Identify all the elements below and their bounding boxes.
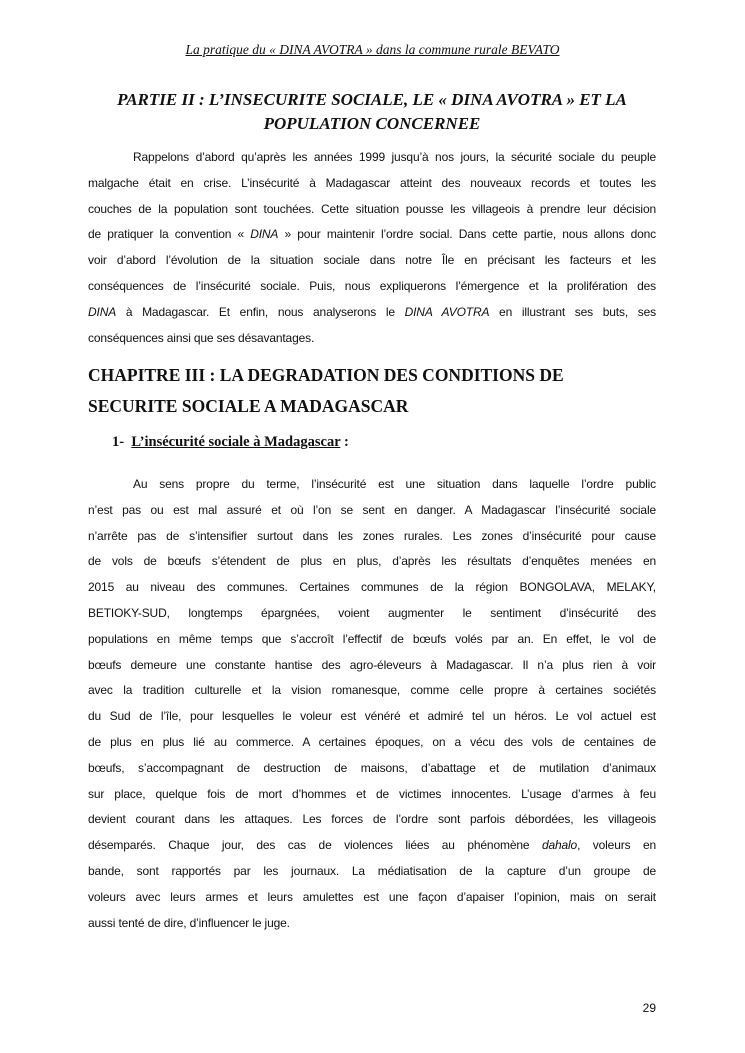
text-segment: sur place, quelque fois de mort d’hommes et de victimes innocentes. L’usage d’armes à feu bbox=[88, 786, 656, 801]
running-header: La pratique du « DINA AVOTRA » dans la commune rurale BEVATO bbox=[185, 42, 560, 57]
text-segment: » pour maintenir l’ordre social. Dans cette partie, nous allons donc bbox=[278, 227, 656, 242]
italic-text: DINA AVOTRA bbox=[404, 304, 490, 319]
section-heading bbox=[112, 434, 349, 451]
text-line bbox=[88, 807, 656, 833]
section-number: 1- bbox=[112, 434, 125, 450]
text-segment: aussi tenté de dire, d’influencer le juge. bbox=[88, 915, 290, 930]
text-segment: de plus en plus lié au commerce. A certaines époques, on a vécu des vols de centaines de bbox=[88, 734, 656, 749]
text-segment: 2015 au niveau des communes. Certaines communes de la région BONGOLAVA, MELAKY, bbox=[88, 580, 656, 595]
text-line bbox=[88, 730, 656, 756]
text-segment: en illustrant ses buts, ses bbox=[489, 304, 656, 319]
text-line bbox=[88, 549, 656, 575]
text-line bbox=[88, 524, 656, 550]
text-segment: n’est pas ou est mal assuré et où l’on se sent en danger. A Madagascar l’insécurité sociale bbox=[88, 502, 656, 517]
text-line bbox=[88, 756, 656, 782]
text-segment: n’arrête pas de s’intensifier surtout dans les zones rurales. Les zones d’insécurité pour cause bbox=[88, 528, 656, 543]
text-line bbox=[88, 678, 656, 704]
text-segment: désemparés. Chaque jour, des cas de violences liées au phénomène bbox=[88, 838, 542, 853]
text-line bbox=[88, 885, 656, 911]
text-segment: de pratiquer la convention « bbox=[88, 227, 251, 242]
text-segment: à Madagascar. Et enfin, nous analyserons le bbox=[116, 304, 405, 319]
text-segment: couches de la population sont touchées. Cette situation pousse les villageois à prendre leur décision bbox=[88, 201, 656, 216]
section-title: L’insécurité sociale à Madagascar bbox=[131, 434, 341, 450]
italic-text: DINA bbox=[250, 227, 279, 242]
text-line bbox=[88, 498, 656, 524]
text-line bbox=[88, 627, 656, 653]
part-title: PARTIE II : L’INSECURITE SOCIALE, LE « DINA AVOTRA » ET LA POPULATION CONCERNEE bbox=[117, 90, 627, 133]
text-line bbox=[88, 300, 656, 326]
chapter-title: CHAPITRE III : LA DEGRADATION DES CONDITIONS DE SECURITE SOCIALE A MADAGASCAR bbox=[88, 365, 564, 416]
text-line bbox=[88, 326, 656, 352]
text-line bbox=[88, 248, 656, 274]
text-line bbox=[88, 782, 656, 808]
text-segment: voir d’abord l’évolution de la situation sociale dans notre Île en précisant les facteurs et les bbox=[88, 253, 656, 268]
text-segment: populations en même temps que s’accroît l’effectif de bœufs volés par an. En effet, le vol de bbox=[88, 631, 656, 646]
italic-text: dahalo bbox=[541, 838, 578, 853]
text-segment: BETIOKY-SUD, longtemps épargnées, voient augmenter le sentiment d’insécurité des bbox=[88, 605, 656, 620]
text-segment: devient courant dans les attaques. Les forces de l’ordre sont parfois débordées, les villageois bbox=[88, 812, 656, 827]
text-segment: conséquences ainsi que ses désavantages. bbox=[88, 330, 315, 345]
text-line bbox=[88, 472, 656, 498]
text-line bbox=[88, 911, 656, 937]
text-segment: avec la tradition culturelle et la vision romanesque, comme celle propre à certaines sociétés bbox=[88, 683, 656, 698]
text-line bbox=[88, 274, 656, 300]
text-line bbox=[88, 197, 656, 223]
intro-paragraph bbox=[88, 145, 656, 351]
text-segment: bande, sont rapportés par les journaux. La médiatisation de la capture d’un groupe de bbox=[88, 863, 656, 878]
text-segment: voleurs avec leurs armes et leurs amulettes est une façon d’apaiser l’opinion, mais on serait bbox=[88, 889, 656, 904]
text-segment: Au sens propre du terme, l’insécurité est une situation dans laquelle l’ordre public bbox=[133, 477, 656, 491]
text-line bbox=[88, 575, 656, 601]
text-line bbox=[88, 704, 656, 730]
text-segment: bœufs demeure une constante hantise des agro-éleveurs à Madagascar. Il n’a plus rien à voir bbox=[88, 657, 656, 672]
section-suffix: : bbox=[340, 434, 349, 450]
text-segment: malgache était en crise. L’insécurité à Madagascar atteint des nouveaux records et toutes les bbox=[88, 175, 656, 190]
text-line bbox=[88, 653, 656, 679]
text-line bbox=[88, 833, 656, 859]
text-segment: de vols de bœufs s’étendent de plus en plus, d’après les résultats d’enquêtes menées en bbox=[88, 554, 656, 569]
page-number: 29 bbox=[642, 1001, 656, 1015]
text-line bbox=[88, 222, 656, 248]
text-segment: du Sud de l’île, pour lesquelles le voleur est vénéré et admiré tel un héros. Le vol actuel est bbox=[88, 709, 656, 724]
text-line bbox=[88, 171, 656, 197]
text-line bbox=[88, 145, 656, 171]
text-segment: Rappelons d’abord qu’après les années 1999 jusqu’à nos jours, la sécurité sociale du peuple bbox=[133, 150, 656, 164]
text-line bbox=[88, 601, 656, 627]
body-paragraph bbox=[88, 472, 656, 936]
text-segment: bœufs, s’accompagnant de destruction de maisons, d’abattage et de mutilation d’animaux bbox=[88, 760, 656, 775]
italic-text: DINA bbox=[88, 304, 117, 319]
text-segment: conséquences de l’insécurité sociale. Puis, nous expliquerons l’émergence et la prolifération des bbox=[88, 278, 656, 293]
text-line bbox=[88, 859, 656, 885]
text-segment: , voleurs en bbox=[577, 838, 656, 853]
